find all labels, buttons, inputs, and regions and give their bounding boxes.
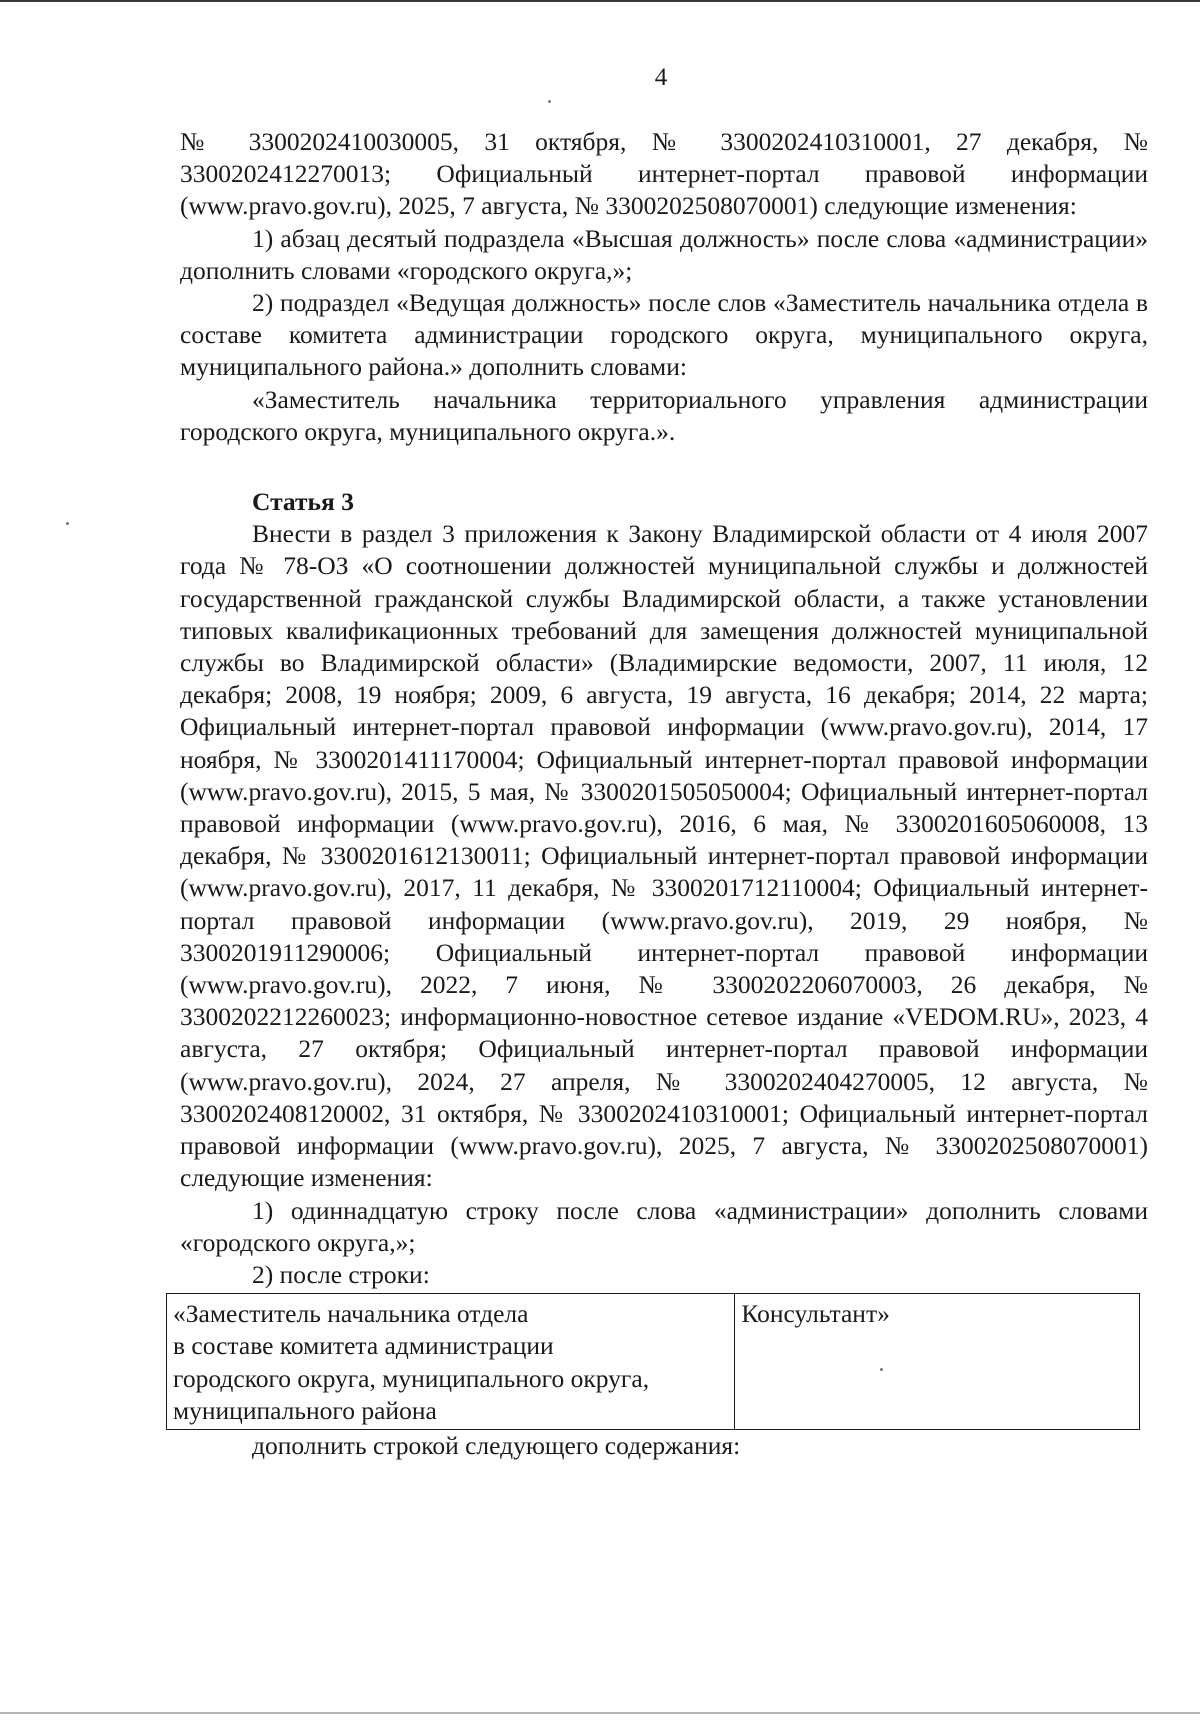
table-cell-position (167, 1294, 735, 1430)
scan-speck (66, 522, 69, 525)
table-cell-grade: Консультант» (735, 1294, 1140, 1430)
table-cell-line: городского округа, муниципального округа, (173, 1363, 650, 1393)
table-cell-line: в составе комитета администрации (173, 1331, 554, 1361)
article-3-item-2: 2) после строки: (252, 1259, 430, 1289)
article-3-body: Внести в раздел 3 приложения к Закону Владимирской области от 4 июля 2007 года № 78-ОЗ «О соотношении должностей муниципальной службы и должностей государственной гражданской службы Владимирской области, а также установлении типовых квалификационных требований для замещения должностей муниципальной службы во Владимирской области» (Владимирские ведомости, 2007, 11 июля, 12 декабря; 2008, 19 ноября; 2009, 6 августа, 19 августа, 16 декабря; 2014, 22 марта; Официальный интернет-портал правовой информации (www.pravo.gov.ru), 2014, 17 ноября, № 3300201411170004; Официальный интернет-портал правовой информации (www.pravo.gov.ru), 2015, 5 мая, № 3300201505050004; Официальный интернет-портал правовой информации (www.pravo.gov.ru), 2016, 6 мая, № 3300201605060008, 13 декабря, № 3300201612130011; Официальный интернет-портал правовой информации (www.pravo.gov.ru), 2017, 11 декабря, № 3300201712110004; Официальный интернет-портал правовой информации (www.pravo.gov.ru), 2019, 29 ноября, № 3300201911290006; Официальный интернет-портал правовой информации (www.pravo.gov.ru), 2022, 7 июня, № 3300202206070003, 26 декабря, № 3300202212260023; информационно-новостное сетевое издание «VEDOM.RU», 2023, 4 августа, 27 октября; Официальный интернет-портал правовой информации (www.pravo.gov.ru), 2024, 27 апреля, № 3300202404270005, 12 августа, № 3300202408120002, 31 октября, № 3300202410310001; Официальный интернет-портал правовой информации (www.pravo.gov.ru), 2025, 7 августа, № 3300202508070001) следующие изменения: (180, 519, 1148, 1193)
amendment-item-1: 1) абзац десятый подраздела «Высшая должность» после слова «администрации» дополнить словами «городского округа,»; (180, 223, 1148, 285)
scan-speck (880, 1368, 883, 1371)
table-row (167, 1294, 1140, 1430)
intro-paragraph: № 3300202410030005, 31 октября, № 3300202410310001, 27 декабря, № 3300202412270013; Официальный интернет-портал правовой информации (www.pravo.gov.ru), 2025, 7 августа, № 3300202508070001) следующие изменения: (180, 127, 1148, 221)
table-cell-line: «Заместитель начальника отдела (173, 1299, 529, 1329)
scan-bottom-edge (0, 1712, 1200, 1714)
amendment-quote: «Заместитель начальника территориального управления администрации городского округа, муниципального округа.». (180, 384, 1148, 446)
amendment-item-2: 2) подраздел «Ведущая должность» после слов «Заместитель начальника отдела в составе комитета администрации городского округа, муниципального округа, муниципального района.» дополнить словами: (180, 288, 1148, 382)
article-3-heading: Статья 3 (252, 487, 354, 517)
article-3-item-1: 1) одиннадцатую строку после слова «администрации» дополнить словами «городского округа,»; (180, 1195, 1148, 1257)
after-table-text: дополнить строкой следующего содержания: (252, 1430, 741, 1460)
section-gap (180, 448, 1148, 486)
position-table (166, 1293, 1140, 1430)
table-cell-line: муниципального района (173, 1395, 437, 1425)
scan-top-edge (0, 0, 1200, 2)
document-body (173, 126, 1148, 1462)
page-number: 4 (654, 64, 668, 91)
scan-speck (548, 100, 551, 103)
